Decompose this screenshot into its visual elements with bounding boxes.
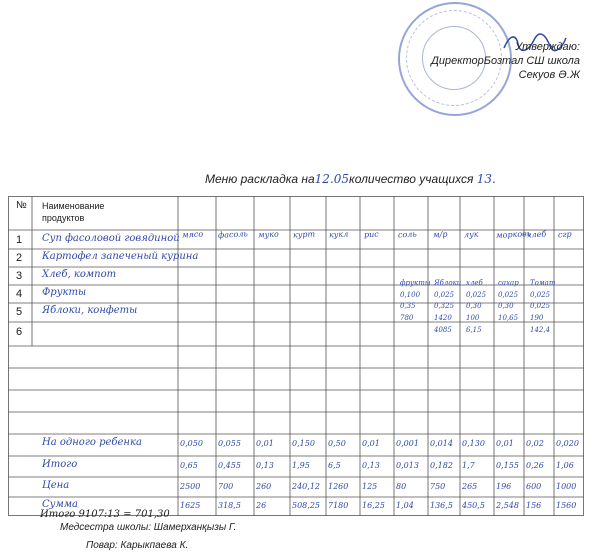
summary-value: 0,13 xyxy=(362,461,380,470)
product-col-head: морковь xyxy=(495,229,532,240)
summary-value: 1,06 xyxy=(556,461,574,470)
nurse-label: Медсестра школы: xyxy=(60,522,152,533)
extra-value: 142,4 xyxy=(530,326,551,334)
summary-label: Сумма xyxy=(42,499,78,510)
column-name-header xyxy=(42,200,132,224)
product-col-head: рис xyxy=(363,229,379,240)
menu-title-prefix: Меню раскладка на xyxy=(205,172,315,186)
cook-label: Повар: xyxy=(86,540,118,551)
summary-value: 260 xyxy=(256,482,272,491)
extra-value: 190 xyxy=(530,314,544,322)
row-number: 4 xyxy=(15,288,23,300)
summary-value: 1625 xyxy=(180,501,201,510)
summary-value: 0,182 xyxy=(430,461,453,470)
summary-value: 1260 xyxy=(328,482,349,491)
extra-value: 0,025 xyxy=(530,291,551,299)
summary-value: 2500 xyxy=(180,482,201,491)
product-col-head: сгр xyxy=(557,229,572,240)
column-name-header-line2: продуктов xyxy=(42,213,85,223)
dish-name: Яблоки, конфеты xyxy=(42,305,138,316)
summary-label: На одного ребенка xyxy=(42,437,142,448)
menu-title xyxy=(205,172,496,186)
summary-value: 156 xyxy=(526,501,542,510)
summary-value: 0,014 xyxy=(430,439,453,448)
summary-value: 240,12 xyxy=(292,482,320,491)
summary-value: 196 xyxy=(496,482,512,491)
summary-value: 750 xyxy=(430,482,446,491)
extra-value: 1420 xyxy=(434,314,452,322)
summary-value: 0,013 xyxy=(396,461,419,470)
extra-head: фрукты xyxy=(400,279,431,287)
summary-value: 1,95 xyxy=(292,461,310,470)
dish-name: Суп фасоловой говядиной xyxy=(42,233,180,244)
menu-date: 12.05 xyxy=(314,172,350,186)
nurse-signature-line xyxy=(60,522,236,533)
summary-value: 0,130 xyxy=(462,439,485,448)
summary-value: 0,01 xyxy=(256,439,274,448)
product-col-head: соль xyxy=(397,229,417,240)
extra-value: 6,15 xyxy=(466,326,482,334)
summary-value: 700 xyxy=(218,482,234,491)
product-col-head: лук xyxy=(463,229,479,240)
summary-value: 0,150 xyxy=(292,439,315,448)
row-number: 1 xyxy=(15,234,23,246)
column-name-header-line1: Наименование xyxy=(42,201,105,211)
menu-table xyxy=(8,196,584,516)
summary-value: 0,65 xyxy=(180,461,198,470)
product-col-head: хлеб xyxy=(526,229,547,240)
dish-name: Хлеб, компот xyxy=(42,269,117,280)
nurse-name: Шамерханқызы Г. xyxy=(153,522,237,533)
summary-value: 1000 xyxy=(556,482,577,491)
summary-value: 16,25 xyxy=(362,501,385,510)
summary-value: 80 xyxy=(396,482,407,491)
extra-value: 0,100 xyxy=(400,291,421,299)
summary-value: 0,01 xyxy=(362,439,380,448)
summary-value: 0,050 xyxy=(180,439,203,448)
summary-value: 0,455 xyxy=(218,461,241,470)
summary-value: 0,13 xyxy=(256,461,274,470)
summary-value: 0,50 xyxy=(328,439,346,448)
summary-value: 0,155 xyxy=(496,461,519,470)
extra-head: хлеб xyxy=(466,279,483,287)
dish-name: Фрукты xyxy=(42,287,87,298)
summary-value: 0,020 xyxy=(556,439,579,448)
product-col-head: мясо xyxy=(181,229,204,240)
summary-label: Цена xyxy=(42,480,70,491)
row-number: 6 xyxy=(15,326,23,338)
column-number-header: № xyxy=(16,200,27,211)
row-number: 5 xyxy=(15,306,23,318)
summary-value: 508,25 xyxy=(292,501,320,510)
summary-value: 600 xyxy=(526,482,542,491)
product-col-head: курт xyxy=(292,229,316,240)
cook-signature-line xyxy=(86,540,188,551)
extra-value: 10,65 xyxy=(498,314,519,322)
summary-value: 6,5 xyxy=(328,461,341,470)
product-col-head: фасоль xyxy=(217,229,248,240)
summary-value: 318,5 xyxy=(218,501,241,510)
extra-value: 780 xyxy=(400,314,414,322)
approval-block xyxy=(431,40,580,82)
approval-name: Секуов Ә.Ж xyxy=(518,69,580,81)
row-number: 3 xyxy=(15,270,23,282)
summary-value: 125 xyxy=(362,482,378,491)
summary-value: 7180 xyxy=(328,501,349,510)
summary-value: 0,26 xyxy=(526,461,544,470)
row-number: 2 xyxy=(15,252,23,264)
summary-value: 1,7 xyxy=(462,461,475,470)
extra-head: Томат xyxy=(530,279,556,287)
product-col-head: м/р xyxy=(432,229,448,240)
extra-head: Яблоки xyxy=(434,279,462,287)
extra-value: 0,30 xyxy=(498,302,514,310)
extra-value: 0,325 xyxy=(434,302,455,310)
summary-value: 265 xyxy=(462,482,478,491)
summary-value: 26 xyxy=(256,501,267,510)
summary-label: Итого xyxy=(42,459,78,470)
summary-value: 2,548 xyxy=(496,501,519,510)
approval-role: ДиректорБозтал СШ школа xyxy=(431,55,580,67)
summary-value: 0,01 xyxy=(496,439,514,448)
summary-value: 1,04 xyxy=(396,501,414,510)
dish-name: Картофел запеченый курина xyxy=(42,251,199,262)
product-col-head: кукл xyxy=(328,229,349,240)
product-col-head: муко xyxy=(257,229,280,240)
extra-value: 0,025 xyxy=(466,291,487,299)
extra-value: 0,025 xyxy=(530,302,551,310)
extra-value: 0,35 xyxy=(400,302,416,310)
approval-title: Утверждаю: xyxy=(515,41,580,53)
menu-title-middle: количество учащихся xyxy=(349,172,474,186)
summary-value: 0,055 xyxy=(218,439,241,448)
summary-value: 0,001 xyxy=(396,439,419,448)
extra-value: 100 xyxy=(466,314,480,322)
summary-value: 1560 xyxy=(556,501,577,510)
extra-value: 0,025 xyxy=(434,291,455,299)
extra-value: 0,30 xyxy=(466,302,482,310)
extra-value: 0,025 xyxy=(498,291,519,299)
summary-value: 450,5 xyxy=(462,501,485,510)
summary-value: 136,5 xyxy=(430,501,453,510)
student-count: 13. xyxy=(476,172,496,186)
total-calculation: Итого 9107:13 = 701,30 xyxy=(40,509,170,520)
cook-name: Карыкпаева К. xyxy=(120,540,189,551)
extra-value: 4085 xyxy=(434,326,452,334)
summary-value: 0,02 xyxy=(526,439,544,448)
extra-head: сахар xyxy=(498,279,519,287)
